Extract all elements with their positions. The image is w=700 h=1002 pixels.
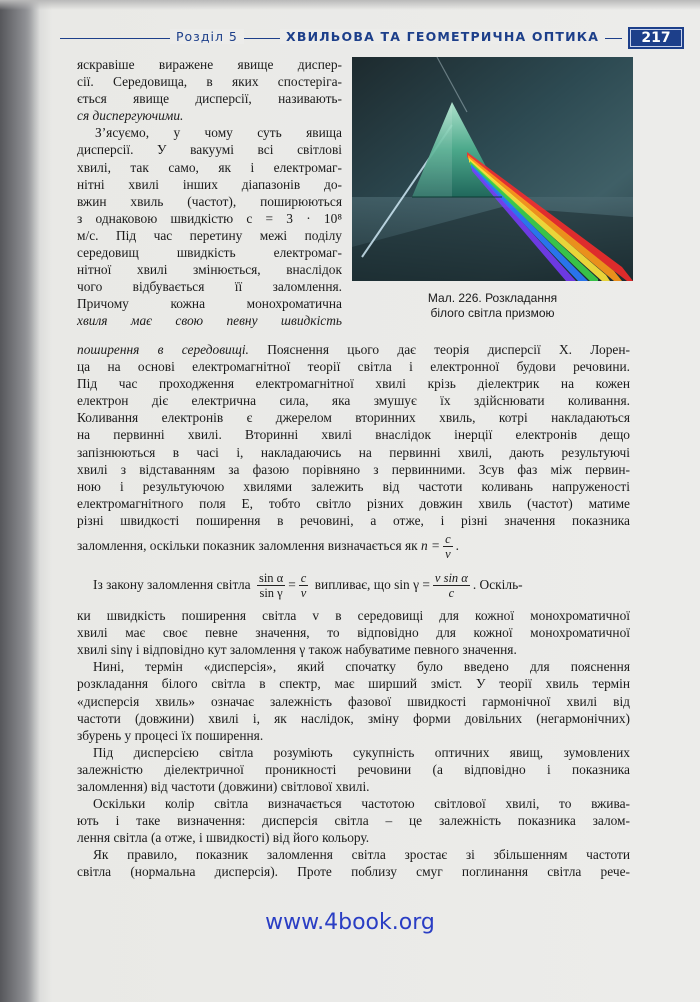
text-line: електрон діє електрична сила, яка змушує їх здійснювати коливання. <box>77 393 630 409</box>
text-line: хвилі sinγ і відповідно кут заломлення γ також набуватиме певного значення. <box>77 642 517 658</box>
fraction <box>257 571 285 600</box>
text-line: збурень у процесі їх поширення. <box>77 727 264 743</box>
text-line: вжин хвиль (частот), поширюються <box>77 193 342 209</box>
running-header <box>60 27 692 51</box>
book-spine-shadow <box>0 0 40 1002</box>
text-line: чого відбувається її заломлення. <box>77 279 342 295</box>
figure-caption <box>352 291 633 320</box>
text-line: запізнюються в часі і, накладаючись на первинні хвилі, дають результуючі <box>77 444 630 460</box>
text-line: сії. Середовища, в яких спостеріга- <box>77 74 342 90</box>
fraction <box>299 571 309 600</box>
formula-text: заломлення, оскільки показник заломлення визначається як <box>77 538 418 554</box>
fraction-denominator: sin γ <box>259 586 283 601</box>
formula-text: Із закону заломлення світла <box>93 577 251 593</box>
text-line: ца на основі електромагнітної теорії світла і електронної будови речовини. <box>77 359 630 375</box>
text-line: хвиля має свою певну швидкість <box>77 313 342 329</box>
caption-line: Мал. 226. Розкладання <box>427 291 558 305</box>
text-line: хвилі з відставанням за фазою порівняно з первинними. Зсув фаз між первин- <box>77 461 630 477</box>
text-line: З’ясуємо, у чому суть явища <box>95 125 342 141</box>
text-line: на первинні хвилі. Вторинні хвилі внаслідок інерції електронів дещо <box>77 427 630 443</box>
fraction-numerator: c <box>300 571 307 586</box>
text-line: Оскільки колір світла визначається частотою світлової хвилі, то вжива- <box>93 796 630 812</box>
fraction-denominator: c <box>448 586 455 601</box>
text-line: хвилі має своє певне значення, то відповідно для кожної монохроматичної <box>77 625 630 641</box>
text-line: ки швидкість поширення світла v в середовищі для кожної монохроматичної <box>77 608 630 624</box>
formula-lhs: n = <box>420 538 441 554</box>
fraction <box>443 532 453 561</box>
text-line: хвилі, так само, як і електромаг- <box>77 159 342 175</box>
prism-dispersion-photo <box>352 57 633 281</box>
text-line: залежністю діелектричної проникності речовини (а відповідно і показника <box>77 761 630 777</box>
fraction-denominator: v <box>445 547 451 562</box>
text-line: Під час проходження електромагнітної хвилі крізь діелектрик на кожен <box>77 376 630 392</box>
fraction-numerator: sin α <box>258 571 284 586</box>
formula-text: випливає, що sin γ = <box>314 577 430 593</box>
text-line: лення світла (а отже, і швидкості) від його кольору. <box>77 830 370 846</box>
text-line: яскравіше виражене явище диспер- <box>77 57 342 72</box>
caption-line: білого світла призмою <box>430 305 555 320</box>
text-line: нітні хвилі інших діапазонів до- <box>77 176 342 192</box>
page-number: 217 <box>628 27 684 49</box>
main-text <box>77 341 630 881</box>
fraction-numerator: c <box>445 532 451 547</box>
formula-end: . <box>455 538 459 554</box>
fraction-denominator: v <box>300 586 307 601</box>
text-line: з однаковою швидкістю c = 3 · 10⁸ <box>77 210 342 226</box>
text-line: ється явище дисперсії, називають- <box>77 91 342 107</box>
text-line: електромагнітного поля E, тобто світло різних довжин хвиль (частот) матиме <box>77 495 630 511</box>
text-line: Під дисперсією світла розуміють сукупність оптичних явищ, зумовлених <box>93 744 630 760</box>
text-line: Як правило, показник заломлення світла зростає зі збільшенням частоти <box>93 847 630 863</box>
text-line: м/с. Під час перетину межі поділу <box>77 227 342 243</box>
text-line: Коливання електронів є джерелом вторинних хвиль, котрі накладаються <box>77 410 630 426</box>
fraction <box>433 571 470 600</box>
text-line: заломлення) від частоти (довжини) світлової хвилі. <box>77 778 370 794</box>
formula-line-snell <box>77 563 630 607</box>
equals-sign: = <box>288 577 296 593</box>
text-line: Причому кожна монохроматична <box>77 296 342 312</box>
text-line: різні швидкості поширення в речовині, а отже, і різні значення показника <box>77 512 630 528</box>
text-line-italic: ся диспергуючими. <box>77 108 184 124</box>
fraction-numerator: v sin α <box>434 571 468 586</box>
text-line: ють і таке визначення: дисперсія світла – це залежність показника залом- <box>77 813 630 829</box>
formula-line-refractive-index <box>77 529 630 563</box>
section-label: Розділ 5 <box>170 29 244 44</box>
text-line: Нині, термін «дисперсія», який спочатку було введено для пояснення <box>93 659 630 675</box>
text-line: середовищ швидкість електромаг- <box>77 245 342 261</box>
text-line: нітної хвилі змінюється, внаслідок <box>77 262 342 278</box>
website-watermark: www.4book.org <box>265 910 435 935</box>
left-column-text <box>77 56 342 330</box>
formula-text: . Оскіль- <box>472 577 523 593</box>
text-line: розкладання білого світла в спектр, має ширший зміст. У теорії хвиль термін <box>77 676 630 692</box>
text-line: дисперсії. У вакуумі всі світлові <box>77 142 342 158</box>
text-line: «дисперсія хвиль» означає залежність фазової швидкості гармонічної хвилі від <box>77 693 630 709</box>
text-line: поширення в середовищі. Пояснення цього дає теорія дисперсії Х. Лорен- <box>77 342 630 357</box>
chapter-title: ХВИЛЬОВА ТА ГЕОМЕТРИЧНА ОПТИКА <box>280 29 605 44</box>
top-shadow <box>0 0 700 10</box>
text-line: ною і результуючою хвилями залежить від частоти коливань напруженості <box>77 478 630 494</box>
text-line: світла (нормальна дисперсія). Проте поблизу смуг поглинання світла рече- <box>77 864 630 880</box>
text-line: частоти (довжини) хвилі і, як наслідок, зміну форми довільних (негармонічних) <box>77 710 630 726</box>
